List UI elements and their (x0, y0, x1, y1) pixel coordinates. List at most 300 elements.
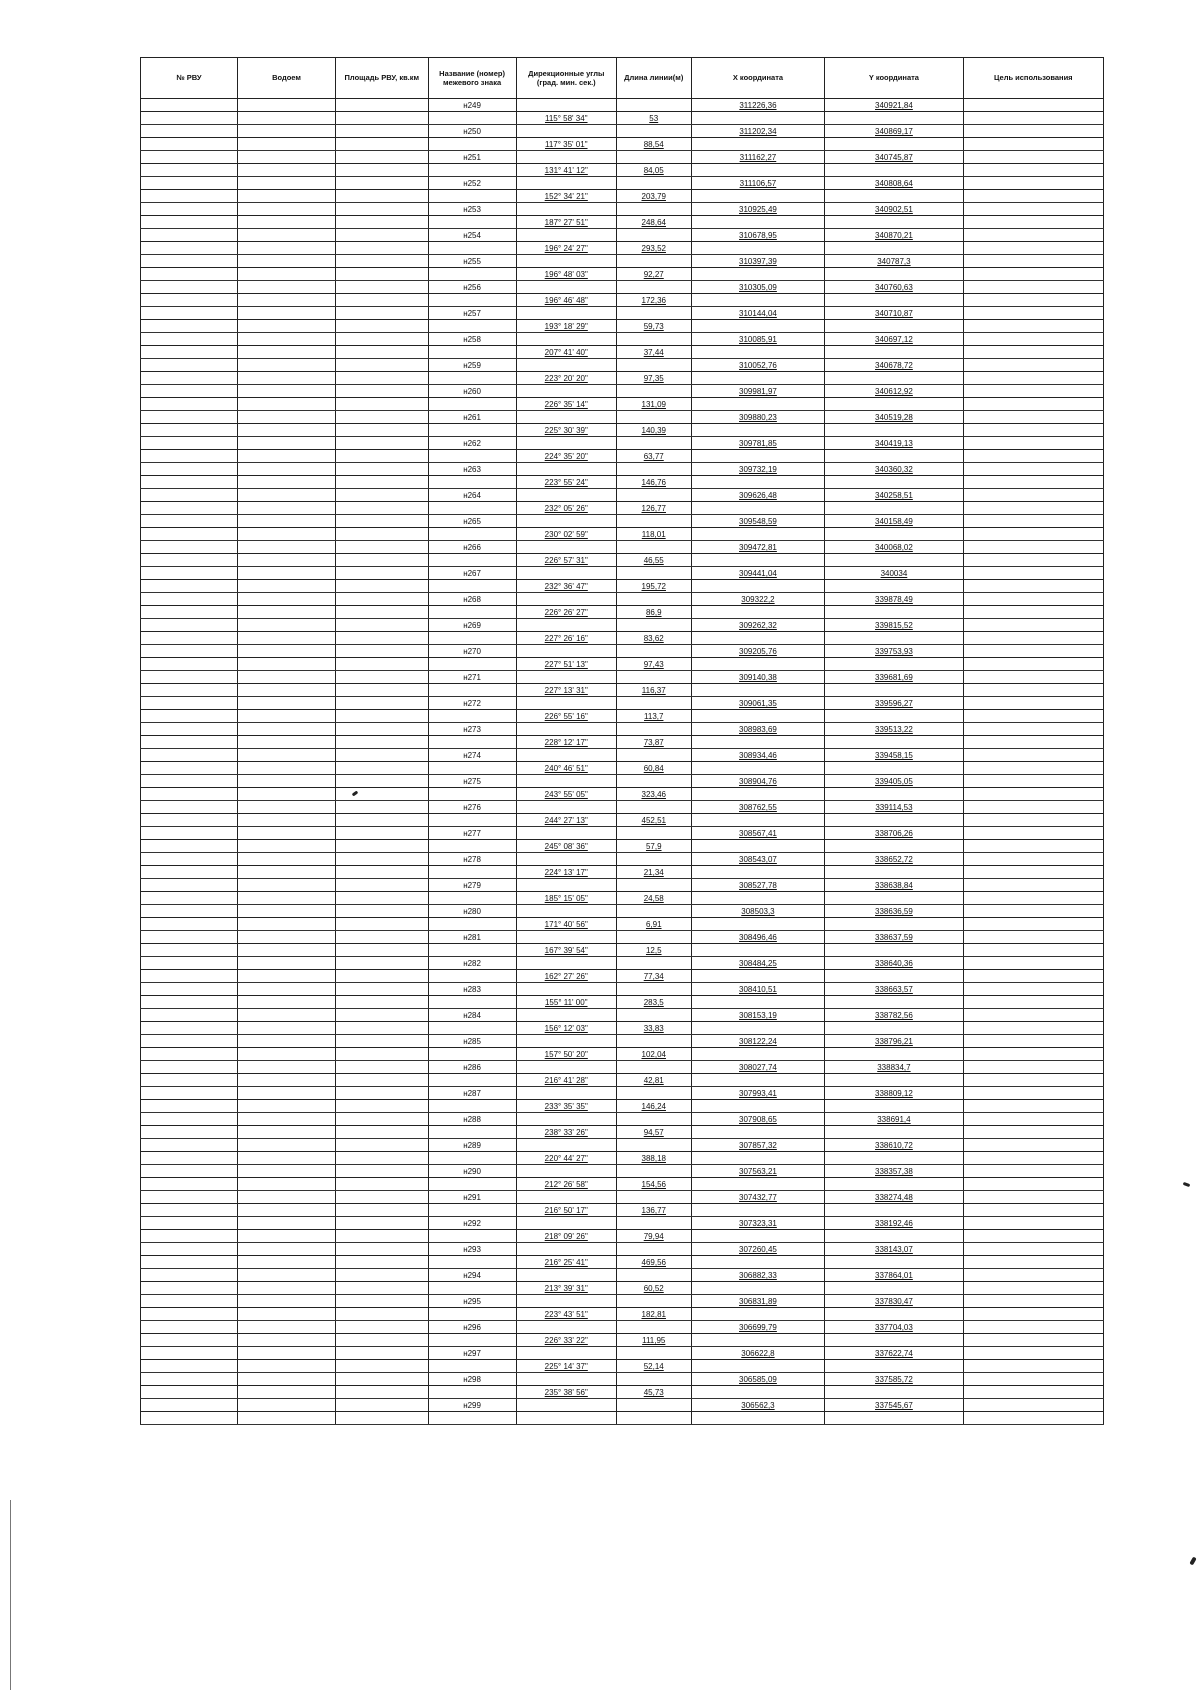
bearing-cell (516, 736, 616, 749)
water-body-cell (237, 476, 335, 489)
bearing-cell-value: 230° 02' 59" (544, 530, 588, 539)
bearing-cell (516, 671, 616, 684)
area-cell (336, 515, 429, 528)
marker-name-cell-value: н256 (463, 283, 481, 292)
table-row (141, 567, 1104, 580)
marker-name-cell (428, 372, 516, 385)
y-coordinate-cell (825, 762, 963, 775)
water-body-cell (237, 801, 335, 814)
length-cell (616, 1126, 691, 1139)
marker-name-cell (428, 879, 516, 892)
x-coordinate-cell (691, 1256, 825, 1269)
purpose-cell (963, 1035, 1103, 1048)
rvu-number-cell (141, 1022, 238, 1035)
table-row (141, 983, 1104, 996)
bearing-cell (516, 255, 616, 268)
y-coordinate-cell (825, 918, 963, 931)
y-coordinate-cell (825, 710, 963, 723)
marker-name-cell (428, 437, 516, 450)
x-coordinate-cell-value: 306562,3 (741, 1401, 775, 1410)
area-cell (336, 1074, 429, 1087)
marker-name-cell (428, 1139, 516, 1152)
x-coordinate-cell (691, 268, 825, 281)
bearing-cell (516, 1217, 616, 1230)
length-cell (616, 853, 691, 866)
x-coordinate-cell (691, 190, 825, 203)
purpose-cell (963, 1399, 1103, 1412)
water-body-cell (237, 970, 335, 983)
table-row (141, 1113, 1104, 1126)
bearing-cell (516, 710, 616, 723)
x-coordinate-cell (691, 307, 825, 320)
rvu-number-cell (141, 827, 238, 840)
table-row (141, 957, 1104, 970)
y-coordinate-cell (825, 1412, 963, 1425)
marker-name-cell-value: н264 (463, 491, 481, 500)
y-coordinate-cell (825, 879, 963, 892)
length-cell (616, 814, 691, 827)
area-cell (336, 112, 429, 125)
marker-name-cell (428, 749, 516, 762)
table-row (141, 1087, 1104, 1100)
x-coordinate-cell (691, 1373, 825, 1386)
area-cell (336, 1399, 429, 1412)
y-coordinate-cell (825, 827, 963, 840)
y-coordinate-cell-value: 338192,46 (875, 1219, 913, 1228)
bearing-cell (516, 892, 616, 905)
x-coordinate-cell (691, 333, 825, 346)
y-coordinate-cell-value: 339458,15 (875, 751, 913, 760)
marker-name-cell (428, 1282, 516, 1295)
area-cell (336, 944, 429, 957)
bearing-cell (516, 918, 616, 931)
bearing-cell (516, 437, 616, 450)
area-cell (336, 1100, 429, 1113)
length-cell (616, 957, 691, 970)
marker-name-cell-value: н268 (463, 595, 481, 604)
length-cell (616, 372, 691, 385)
area-cell (336, 528, 429, 541)
x-coordinate-cell (691, 450, 825, 463)
y-coordinate-cell (825, 177, 963, 190)
x-coordinate-cell (691, 892, 825, 905)
area-cell (336, 1334, 429, 1347)
water-body-cell (237, 1334, 335, 1347)
length-cell-value: 146,24 (641, 1102, 666, 1111)
rvu-number-cell (141, 879, 238, 892)
length-cell (616, 749, 691, 762)
rvu-number-cell (141, 437, 238, 450)
purpose-cell (963, 437, 1103, 450)
y-coordinate-cell (825, 1009, 963, 1022)
y-coordinate-cell (825, 1204, 963, 1217)
table-row (141, 1139, 1104, 1152)
x-coordinate-cell (691, 1295, 825, 1308)
area-cell (336, 593, 429, 606)
water-body-cell (237, 177, 335, 190)
area-cell (336, 1308, 429, 1321)
bearing-cell-value: 193° 18' 29" (544, 322, 588, 331)
x-coordinate-cell (691, 424, 825, 437)
x-coordinate-cell-value: 306585,09 (739, 1375, 777, 1384)
length-cell (616, 138, 691, 151)
length-cell (616, 710, 691, 723)
y-coordinate-cell (825, 697, 963, 710)
x-coordinate-cell (691, 1113, 825, 1126)
y-coordinate-cell-value: 337585,72 (875, 1375, 913, 1384)
length-cell (616, 190, 691, 203)
purpose-cell (963, 1243, 1103, 1256)
x-coordinate-cell (691, 203, 825, 216)
bearing-cell (516, 307, 616, 320)
marker-name-cell (428, 463, 516, 476)
y-coordinate-cell (825, 814, 963, 827)
bearing-cell (516, 164, 616, 177)
water-body-cell (237, 619, 335, 632)
bearing-cell (516, 1412, 616, 1425)
y-coordinate-cell (825, 723, 963, 736)
y-coordinate-cell (825, 1295, 963, 1308)
length-cell (616, 203, 691, 216)
x-coordinate-cell (691, 801, 825, 814)
y-coordinate-cell-value: 337830,47 (875, 1297, 913, 1306)
marker-name-cell-value: н287 (463, 1089, 481, 1098)
area-cell (336, 1191, 429, 1204)
length-cell (616, 1347, 691, 1360)
x-coordinate-cell (691, 1334, 825, 1347)
table-row (141, 242, 1104, 255)
purpose-cell (963, 268, 1103, 281)
area-cell (336, 1295, 429, 1308)
bearing-cell-value: 167° 39' 54" (544, 946, 588, 955)
bearing-cell (516, 190, 616, 203)
marker-name-cell-value: н265 (463, 517, 481, 526)
water-body-cell (237, 814, 335, 827)
area-cell (336, 151, 429, 164)
purpose-cell (963, 385, 1103, 398)
x-coordinate-cell (691, 853, 825, 866)
length-cell-value: 60,52 (643, 1284, 664, 1293)
purpose-cell (963, 1295, 1103, 1308)
marker-name-cell (428, 346, 516, 359)
marker-name-cell (428, 957, 516, 970)
marker-name-cell-value: н285 (463, 1037, 481, 1046)
length-cell (616, 294, 691, 307)
x-coordinate-cell (691, 151, 825, 164)
length-cell-value: 73,87 (643, 738, 664, 747)
area-cell (336, 138, 429, 151)
x-coordinate-cell (691, 944, 825, 957)
area-cell (336, 736, 429, 749)
table-row (141, 1204, 1104, 1217)
y-coordinate-cell-value: 340921,84 (875, 101, 913, 110)
x-coordinate-cell (691, 1230, 825, 1243)
water-body-cell (237, 684, 335, 697)
length-cell (616, 1386, 691, 1399)
y-coordinate-cell-value: 340258,51 (875, 491, 913, 500)
length-cell-value: 83,62 (643, 634, 664, 643)
x-coordinate-cell (691, 320, 825, 333)
length-cell-value: 140,39 (641, 426, 666, 435)
bearing-cell (516, 970, 616, 983)
x-coordinate-cell (691, 1347, 825, 1360)
bearing-cell-value: 238° 33' 26" (544, 1128, 588, 1137)
purpose-cell (963, 229, 1103, 242)
purpose-cell (963, 489, 1103, 502)
marker-name-cell (428, 1100, 516, 1113)
x-coordinate-cell (691, 177, 825, 190)
water-body-cell (237, 541, 335, 554)
water-body-cell (237, 333, 335, 346)
y-coordinate-cell-value: 338782,56 (875, 1011, 913, 1020)
water-body-cell (237, 112, 335, 125)
table-header-row (141, 58, 1104, 99)
rvu-number-cell (141, 1230, 238, 1243)
water-body-cell (237, 658, 335, 671)
bearing-cell (516, 177, 616, 190)
marker-name-cell-value: н279 (463, 881, 481, 890)
y-coordinate-cell-value: 338652,72 (875, 855, 913, 864)
purpose-cell (963, 1217, 1103, 1230)
purpose-cell (963, 1126, 1103, 1139)
area-cell (336, 1243, 429, 1256)
purpose-cell (963, 944, 1103, 957)
bearing-cell (516, 1139, 616, 1152)
purpose-cell (963, 827, 1103, 840)
purpose-cell (963, 1360, 1103, 1373)
table-row (141, 632, 1104, 645)
length-cell-value: 46,55 (643, 556, 664, 565)
x-coordinate-cell (691, 294, 825, 307)
x-coordinate-cell (691, 99, 825, 112)
length-cell (616, 1295, 691, 1308)
length-cell-value: 6,91 (645, 920, 662, 929)
bearing-cell (516, 1230, 616, 1243)
x-coordinate-cell-value: 308410,51 (739, 985, 777, 994)
purpose-cell (963, 905, 1103, 918)
x-coordinate-cell-value: 310144,04 (739, 309, 777, 318)
water-body-cell (237, 1386, 335, 1399)
table-row (141, 216, 1104, 229)
x-coordinate-cell (691, 658, 825, 671)
y-coordinate-cell (825, 684, 963, 697)
y-coordinate-cell (825, 944, 963, 957)
rvu-number-cell (141, 307, 238, 320)
table-row (141, 801, 1104, 814)
bearing-cell (516, 1386, 616, 1399)
table-row (141, 1048, 1104, 1061)
marker-name-cell (428, 476, 516, 489)
water-body-cell (237, 879, 335, 892)
table-row (141, 1399, 1104, 1412)
rvu-number-cell (141, 697, 238, 710)
y-coordinate-cell (825, 1152, 963, 1165)
water-body-cell (237, 411, 335, 424)
bearing-cell-value: 227° 13' 31" (544, 686, 588, 695)
table-row (141, 515, 1104, 528)
rvu-number-cell (141, 892, 238, 905)
purpose-cell (963, 164, 1103, 177)
marker-name-cell (428, 411, 516, 424)
purpose-cell (963, 853, 1103, 866)
table-row (141, 1035, 1104, 1048)
marker-name-cell (428, 762, 516, 775)
bearing-cell (516, 229, 616, 242)
table-row (141, 1100, 1104, 1113)
length-cell (616, 788, 691, 801)
x-coordinate-cell-value: 307993,41 (739, 1089, 777, 1098)
marker-name-cell-value: н278 (463, 855, 481, 864)
bearing-cell (516, 203, 616, 216)
area-cell (336, 229, 429, 242)
area-cell (336, 424, 429, 437)
x-coordinate-cell (691, 489, 825, 502)
marker-name-cell (428, 827, 516, 840)
y-coordinate-cell-value: 340760,63 (875, 283, 913, 292)
purpose-cell (963, 970, 1103, 983)
bearing-cell (516, 1243, 616, 1256)
x-coordinate-cell (691, 736, 825, 749)
rvu-number-cell (141, 294, 238, 307)
water-body-cell (237, 359, 335, 372)
table-row (141, 281, 1104, 294)
x-coordinate-cell-value: 307323,31 (739, 1219, 777, 1228)
purpose-cell (963, 216, 1103, 229)
table-row (141, 879, 1104, 892)
bearing-cell (516, 99, 616, 112)
area-cell (336, 1347, 429, 1360)
water-body-cell (237, 1321, 335, 1334)
x-coordinate-cell (691, 814, 825, 827)
marker-name-cell (428, 99, 516, 112)
length-cell (616, 879, 691, 892)
x-coordinate-cell (691, 1126, 825, 1139)
rvu-number-cell (141, 1204, 238, 1217)
rvu-number-cell (141, 1295, 238, 1308)
x-coordinate-cell (691, 1243, 825, 1256)
y-coordinate-cell-value: 338663,57 (875, 985, 913, 994)
area-cell (336, 983, 429, 996)
area-cell (336, 216, 429, 229)
length-cell (616, 476, 691, 489)
y-coordinate-cell (825, 541, 963, 554)
marker-name-cell (428, 1412, 516, 1425)
table-row (141, 255, 1104, 268)
area-cell (336, 710, 429, 723)
area-cell (336, 1373, 429, 1386)
table-row (141, 450, 1104, 463)
y-coordinate-cell (825, 1373, 963, 1386)
rvu-number-cell (141, 645, 238, 658)
length-cell (616, 320, 691, 333)
bearing-cell (516, 385, 616, 398)
length-cell (616, 1035, 691, 1048)
length-cell-value: 97,43 (643, 660, 664, 669)
bearing-cell-value: 224° 13' 17" (544, 868, 588, 877)
rvu-number-cell (141, 567, 238, 580)
x-coordinate-cell (691, 1191, 825, 1204)
rvu-number-cell (141, 1334, 238, 1347)
length-cell-value: 111,95 (642, 1336, 666, 1345)
y-coordinate-cell (825, 931, 963, 944)
rvu-number-cell (141, 385, 238, 398)
rvu-number-cell (141, 125, 238, 138)
table-row (141, 424, 1104, 437)
length-cell (616, 229, 691, 242)
x-coordinate-cell-value: 308543,07 (739, 855, 777, 864)
rvu-number-cell (141, 1399, 238, 1412)
water-body-cell (237, 1217, 335, 1230)
marker-name-cell (428, 1204, 516, 1217)
table-row (141, 177, 1104, 190)
bearing-cell-value: 216° 41' 28" (544, 1076, 588, 1085)
area-cell (336, 242, 429, 255)
rvu-number-cell (141, 931, 238, 944)
purpose-cell (963, 879, 1103, 892)
rvu-number-cell (141, 1243, 238, 1256)
rvu-number-cell (141, 1308, 238, 1321)
area-cell (336, 1087, 429, 1100)
rvu-number-cell (141, 684, 238, 697)
table-row (141, 528, 1104, 541)
marker-name-cell (428, 606, 516, 619)
water-body-cell (237, 840, 335, 853)
purpose-cell (963, 1386, 1103, 1399)
water-body-cell (237, 632, 335, 645)
marker-name-cell (428, 1360, 516, 1373)
water-body-cell (237, 697, 335, 710)
marker-name-cell (428, 1048, 516, 1061)
x-coordinate-cell-value: 309140,38 (739, 673, 777, 682)
rvu-number-cell (141, 1165, 238, 1178)
x-coordinate-cell (691, 1282, 825, 1295)
x-coordinate-cell (691, 827, 825, 840)
marker-name-cell (428, 112, 516, 125)
water-body-cell (237, 1399, 335, 1412)
bearing-cell (516, 1191, 616, 1204)
area-cell (336, 1321, 429, 1334)
length-cell-value: 452,51 (641, 816, 666, 825)
bearing-cell-value: 152° 34' 21" (544, 192, 588, 201)
bearing-cell-value: 243° 55' 05" (544, 790, 588, 799)
marker-name-cell (428, 736, 516, 749)
water-body-cell (237, 1048, 335, 1061)
y-coordinate-cell (825, 645, 963, 658)
bearing-cell (516, 1061, 616, 1074)
marker-name-cell (428, 1191, 516, 1204)
table-row (141, 203, 1104, 216)
x-coordinate-cell (691, 1061, 825, 1074)
x-coordinate-cell-value: 311162,27 (739, 153, 777, 162)
y-coordinate-cell (825, 1230, 963, 1243)
purpose-cell (963, 1191, 1103, 1204)
x-coordinate-cell (691, 398, 825, 411)
table-row (141, 762, 1104, 775)
purpose-cell (963, 1074, 1103, 1087)
x-coordinate-cell (691, 1152, 825, 1165)
marker-name-cell-value: н296 (463, 1323, 481, 1332)
y-coordinate-cell-value: 338638,84 (875, 881, 913, 890)
scan-speck (1183, 1182, 1191, 1187)
area-cell (336, 632, 429, 645)
table-row (141, 359, 1104, 372)
length-cell-value: 195,72 (641, 582, 666, 591)
marker-name-cell (428, 814, 516, 827)
bearing-cell (516, 1126, 616, 1139)
bearing-cell (516, 450, 616, 463)
x-coordinate-cell (691, 905, 825, 918)
bearing-cell-value: 223° 20' 20" (544, 374, 588, 383)
